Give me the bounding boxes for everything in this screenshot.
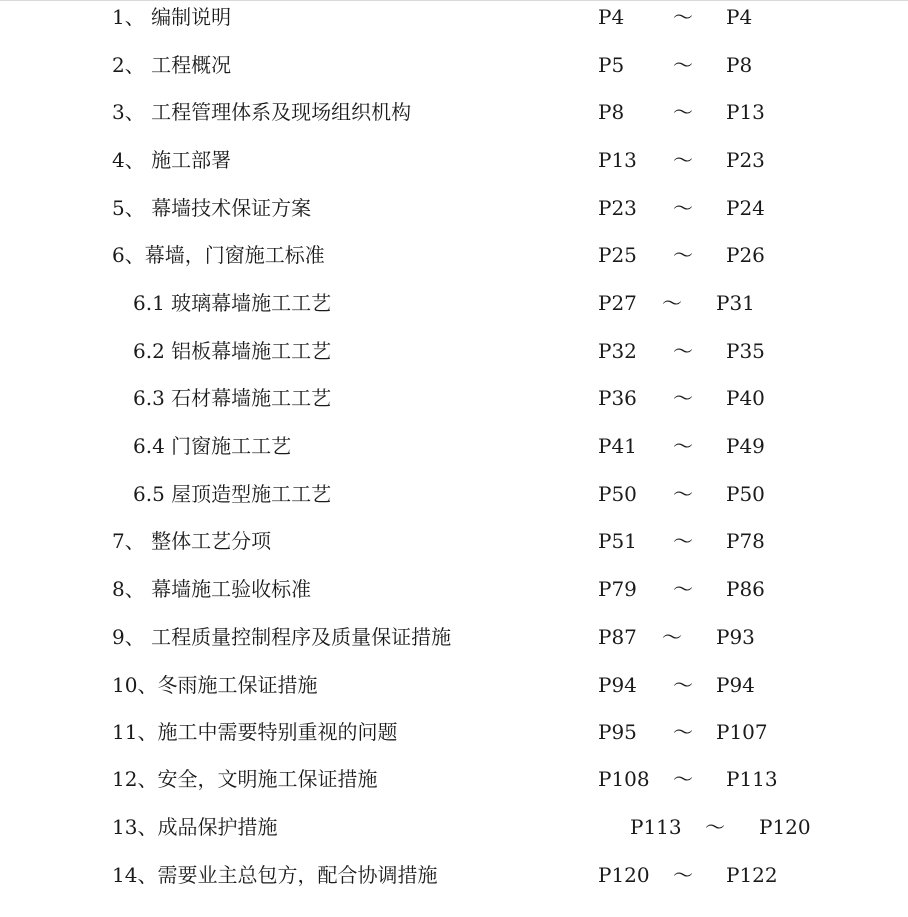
toc-entry-page-from: P95 (598, 720, 637, 744)
toc-entry-page-to: P86 (726, 577, 765, 601)
toc-entry-page-to: P26 (726, 243, 765, 267)
toc-entry (0, 0, 908, 34)
toc-entry-page-to: P31 (716, 291, 755, 315)
toc-entry-page-from: P108 (598, 767, 650, 791)
toc-entry-title: 12、安全，文明施工保证措施 (112, 767, 378, 791)
toc-entry-title: 2、 工程概况 (112, 53, 232, 77)
toc-entry-page-to: P49 (726, 434, 765, 458)
toc-entry-page-from: P8 (598, 100, 625, 124)
toc-entry-page-from: P32 (598, 339, 637, 363)
toc-entry-title: 6.1 玻璃幕墙施工工艺 (133, 291, 332, 315)
toc-entry-page-from: P120 (598, 863, 650, 887)
toc-entry-range-separator: ～ (673, 5, 693, 29)
toc-entry-title: 9、 工程质量控制程序及质量保证措施 (112, 625, 452, 649)
toc-entry-page-from: P23 (598, 196, 637, 220)
toc-entry (0, 715, 908, 749)
toc-entry-range-separator: ～ (662, 291, 682, 315)
toc-entry-page-from: P51 (598, 529, 637, 553)
toc-entry-title: 3、 工程管理体系及现场组织机构 (112, 100, 412, 124)
toc-entry-range-separator: ～ (673, 767, 693, 791)
toc-entry-range-separator: ～ (673, 529, 693, 553)
toc-entry-title: 14、需要业主总包方，配合协调措施 (112, 863, 438, 887)
toc-entry-title: 13、成品保护措施 (112, 815, 278, 839)
toc-entry-range-separator: ～ (673, 148, 693, 172)
toc-entry-page-from: P79 (598, 577, 637, 601)
toc-entry-range-separator: ～ (662, 625, 682, 649)
toc-entry-range-separator: ～ (673, 482, 693, 506)
toc-entry (0, 668, 908, 702)
toc-entry-page-to: P50 (726, 482, 765, 506)
toc-entry-page-from: P13 (598, 148, 637, 172)
toc-entry-range-separator: ～ (673, 720, 693, 744)
toc-entry (0, 477, 908, 511)
toc-entry (0, 524, 908, 558)
toc-entry-page-to: P120 (759, 815, 811, 839)
toc-entry-page-to: P8 (726, 53, 753, 77)
toc-entry-title: 6.4 门窗施工工艺 (133, 434, 292, 458)
toc-entry-page-from: P41 (598, 434, 637, 458)
toc-entry (0, 238, 908, 272)
toc-entry-range-separator: ～ (673, 863, 693, 887)
toc-entry-title: 11、施工中需要特别重视的问题 (112, 720, 398, 744)
toc-entry-page-from: P87 (598, 625, 637, 649)
toc-entry-page-to: P94 (716, 673, 755, 697)
toc-entry-title: 6.3 石材幕墙施工工艺 (133, 386, 332, 410)
toc-entry-range-separator: ～ (673, 243, 693, 267)
toc-entry-title: 10、冬雨施工保证措施 (112, 673, 318, 697)
toc-entry-title: 1、 编制说明 (112, 5, 232, 29)
toc-entry-range-separator: ～ (673, 196, 693, 220)
toc-entry (0, 620, 908, 654)
toc-entry-title: 6、幕墙，门窗施工标准 (112, 243, 325, 267)
toc-entry (0, 810, 908, 844)
toc-entry-range-separator: ～ (673, 434, 693, 458)
toc-entry-title: 7、 整体工艺分项 (112, 529, 272, 553)
toc-entry-page-from: P25 (598, 243, 637, 267)
toc-entry (0, 381, 908, 415)
toc-entry-page-from: P4 (598, 5, 625, 29)
toc-entry-title: 8、 幕墙施工验收标准 (112, 577, 312, 601)
toc-entry-range-separator: ～ (673, 386, 693, 410)
toc-entry-range-separator: ～ (705, 815, 725, 839)
toc-entry (0, 762, 908, 796)
toc-entry-page-to: P13 (726, 100, 765, 124)
toc-entry-range-separator: ～ (673, 673, 693, 697)
toc-entry-title: 6.2 铝板幕墙施工工艺 (133, 339, 332, 363)
toc-entry-page-from: P36 (598, 386, 637, 410)
toc-entry-page-from: P5 (598, 53, 625, 77)
toc-entry-page-to: P93 (716, 625, 755, 649)
toc-entry-range-separator: ～ (673, 53, 693, 77)
toc-entry-title: 4、 施工部署 (112, 148, 232, 172)
toc-entry (0, 143, 908, 177)
toc-entry-title: 5、 幕墙技术保证方案 (112, 196, 312, 220)
toc-entry-page-from: P94 (598, 673, 637, 697)
toc-entry-range-separator: ～ (673, 100, 693, 124)
toc-entry-page-to: P35 (726, 339, 765, 363)
toc-entry-title: 6.5 屋顶造型施工工艺 (133, 482, 332, 506)
toc-entry-page-to: P113 (726, 767, 778, 791)
toc-entry-page-from: P27 (598, 291, 637, 315)
toc-entry-page-from: P50 (598, 482, 637, 506)
toc-entry (0, 95, 908, 129)
toc-entry (0, 191, 908, 225)
toc-entry-page-to: P4 (726, 5, 753, 29)
toc-entry (0, 48, 908, 82)
toc-entry-page-to: P40 (726, 386, 765, 410)
toc-entry-page-to: P122 (726, 863, 778, 887)
toc-entry (0, 334, 908, 368)
toc-entry-page-to: P107 (716, 720, 768, 744)
toc-entry-range-separator: ～ (673, 577, 693, 601)
toc-entry-range-separator: ～ (673, 339, 693, 363)
toc-entry (0, 429, 908, 463)
toc-entry-page-to: P78 (726, 529, 765, 553)
toc-entry-page-to: P23 (726, 148, 765, 172)
toc-entry-page-to: P24 (726, 196, 765, 220)
toc-entry (0, 286, 908, 320)
toc-entry (0, 858, 908, 892)
toc-entry-page-from: P113 (630, 815, 682, 839)
toc-entry (0, 572, 908, 606)
